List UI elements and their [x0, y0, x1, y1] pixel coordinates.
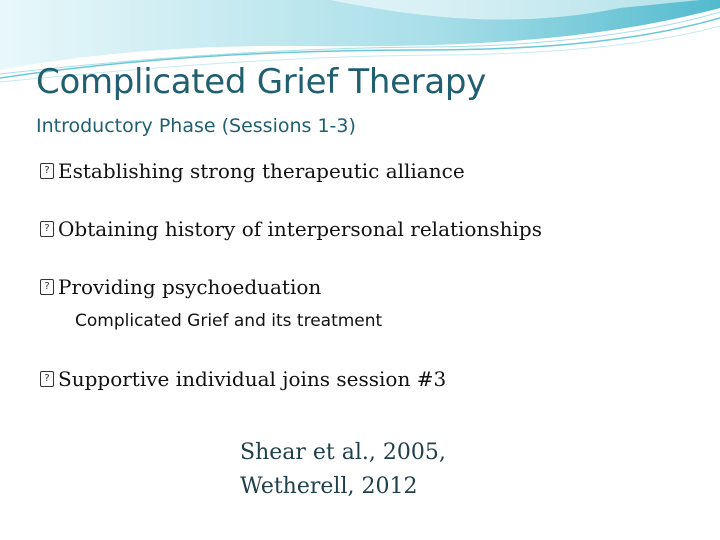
- bullet-text: Providing psychoeduation: [58, 275, 322, 299]
- bullet-marker-icon: ?: [40, 221, 54, 237]
- bullet-text: Establishing strong therapeutic alliance: [58, 159, 465, 183]
- bullet-item: [40, 275, 321, 299]
- bullet-item: [40, 217, 542, 241]
- sub-bullet-text: Complicated Grief and its treatment: [75, 311, 383, 331]
- citation: [240, 436, 446, 504]
- citation-line: Shear et al., 2005,: [240, 440, 446, 465]
- bullet-text: Supportive individual joins session #3: [58, 367, 447, 391]
- bullet-text: Obtaining history of interpersonal relationships: [58, 217, 542, 241]
- slide-subtitle: Introductory Phase (Sessions 1-3): [36, 115, 356, 137]
- bullet-marker-icon: ?: [40, 279, 54, 295]
- bullet-item: [40, 367, 446, 391]
- slide-title: Complicated Grief Therapy: [36, 62, 487, 102]
- bullet-marker-icon: ?: [40, 371, 54, 387]
- citation-line: Wetherell, 2012: [240, 474, 418, 499]
- bullet-marker-icon: ?: [40, 163, 54, 179]
- bullet-item: [40, 159, 465, 183]
